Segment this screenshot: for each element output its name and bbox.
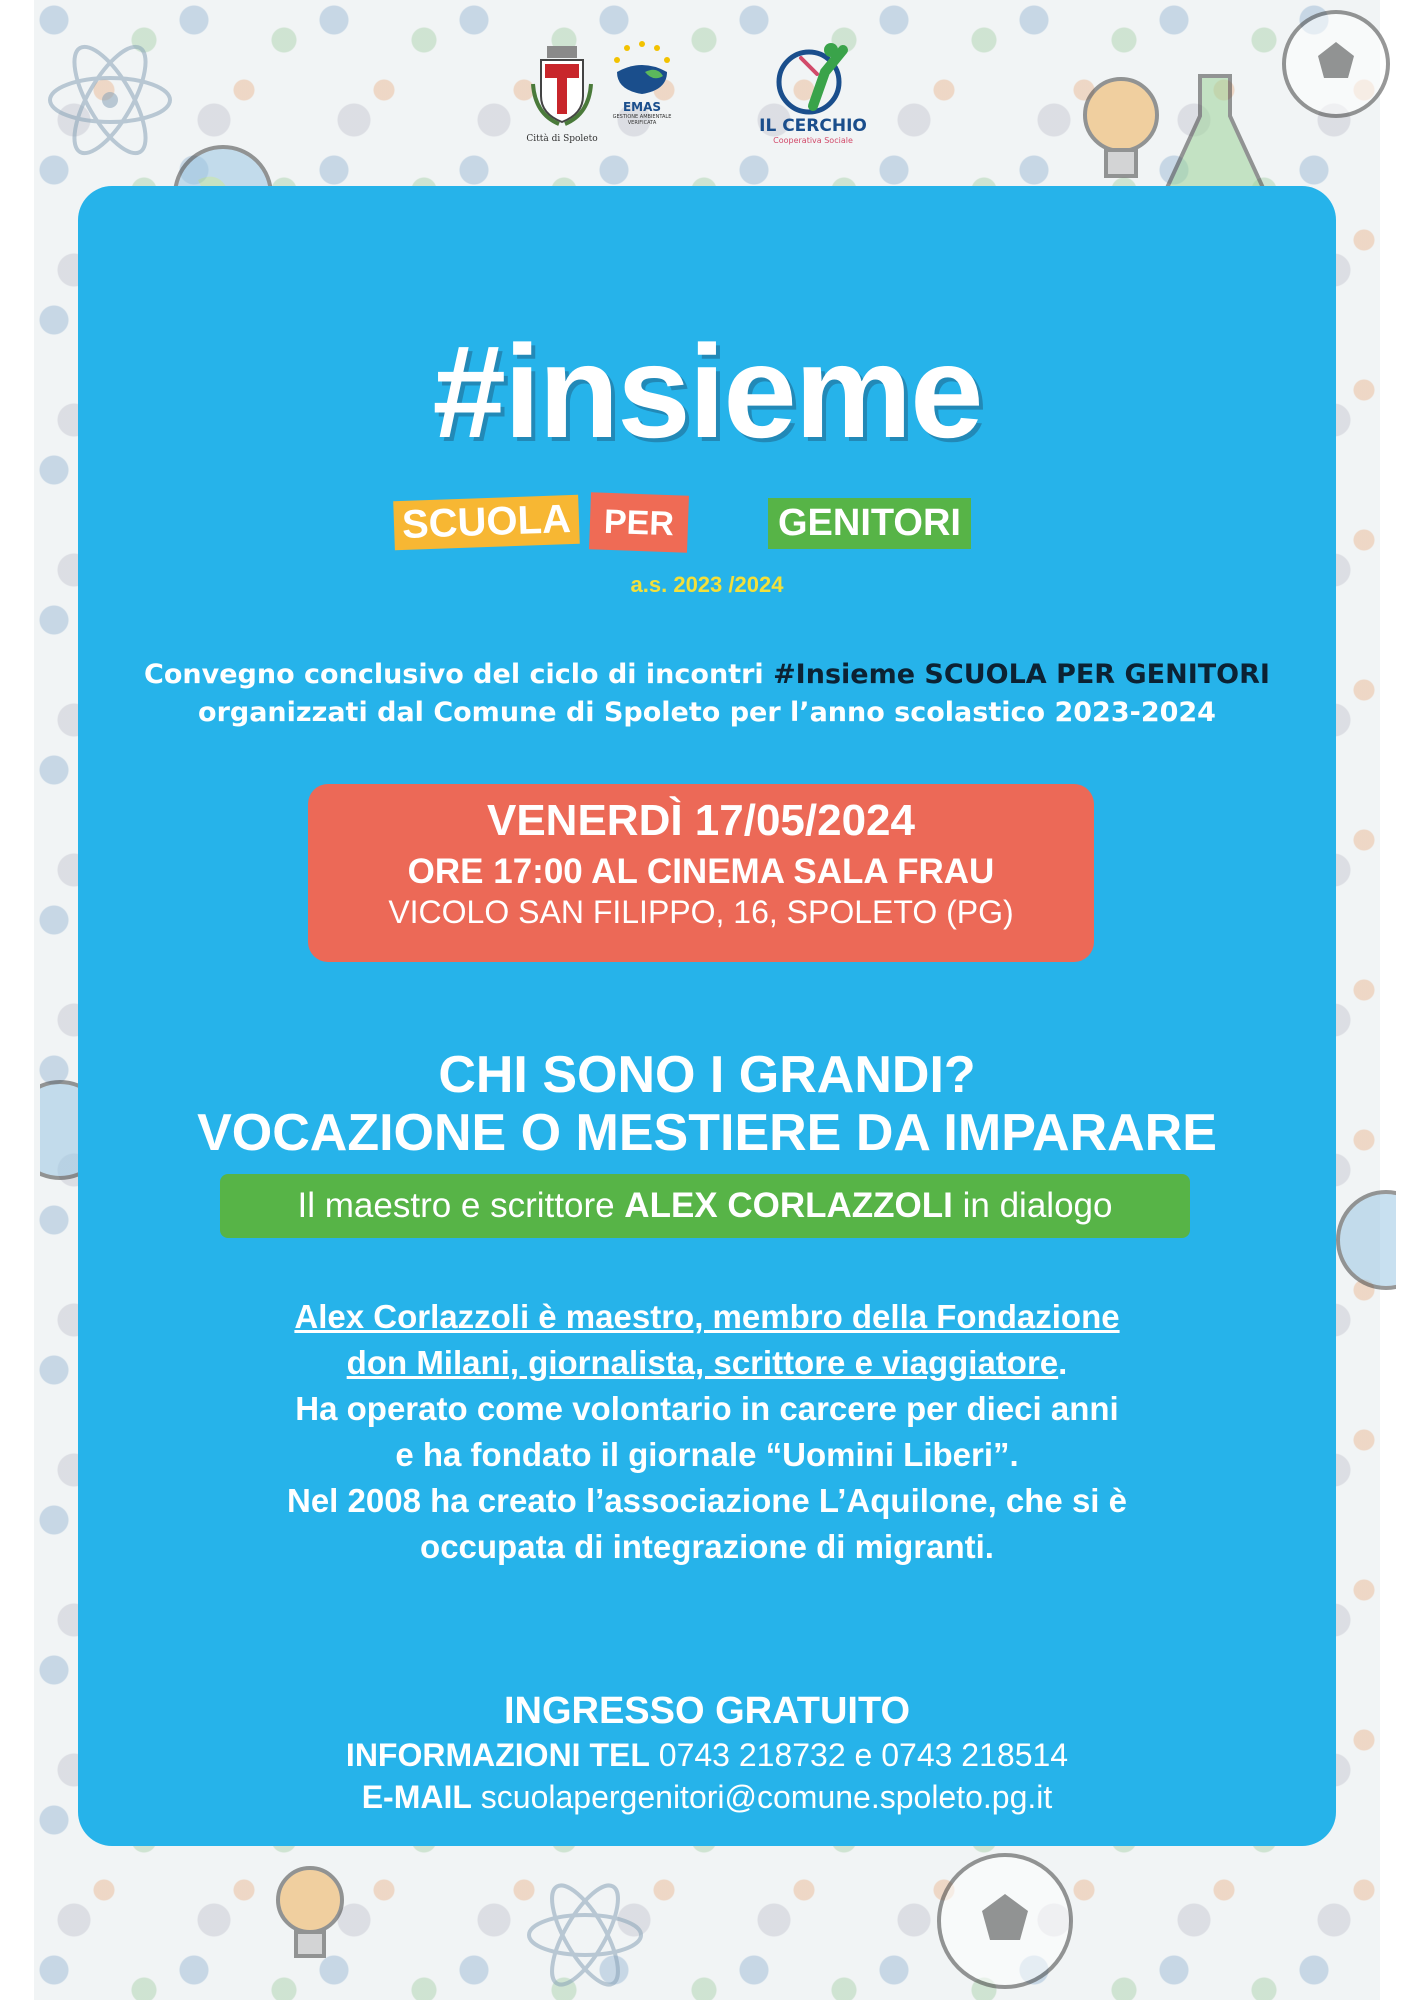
emas-label: EMAS [622,100,662,114]
cerchio-figure-icon [763,36,863,116]
speaker-name: ALEX CORLAZZOLI [624,1186,953,1225]
free-entry: INGRESSO GRATUITO [503,1690,911,1732]
talk-title-line-2: VOCAZIONE O MESTIERE DA IMPARARE [197,1104,1217,1162]
intro-line-1 [0,656,1414,694]
tag-scuola: SCUOLA [393,495,579,550]
bio-line-2-end: . [1058,1344,1068,1381]
coat-of-arms-icon [529,44,595,128]
phone-label: INFORMAZIONI TEL [345,1737,650,1773]
tag-genitori: GENITORI [768,498,971,549]
bio-line-6: occupata di integrazione di migranti. [420,1528,994,1565]
speaker-prefix: Il maestro e scrittore [297,1186,625,1225]
event-date: VENERDÌ 17/05/2024 [486,796,916,845]
intro-line-1-prefix: Convegno conclusivo del ciclo di incontri [144,659,774,690]
atom-icon [520,1870,650,2000]
bio-line-5: Nel 2008 ha creato l’associazione L’Aquilone, che si è [286,1482,1127,1519]
intro-highlight: #Insieme SCUOLA PER GENITORI [773,659,1270,690]
event-details-box [308,784,1094,962]
contact-footer [0,1688,1414,1818]
school-year: a.s. 2023 /2024 [630,572,784,597]
email-info [0,1776,1414,1818]
talk-title-line-1: CHI SONO I GRANDI? [438,1046,976,1104]
email-link[interactable]: scuolapergenitori@comune.spoleto.pg.it [471,1779,1053,1815]
phone-numbers: 0743 218732 e 0743 218514 [649,1737,1069,1773]
tag-per: PER [589,492,689,552]
event-address: VICOLO SAN FILIPPO, 16, SPOLETO (PG) [388,894,1014,930]
page-title: #insieme [432,318,982,465]
cerchio-label: IL CERCHIO [759,116,867,136]
cerchio-sub: Cooperativa Sociale [773,136,853,145]
speaker-banner [220,1174,1190,1238]
lightbulb-icon [270,1860,350,1980]
city-logo-label: Città di Spoleto [526,134,598,144]
emas-sub-1: GESTIONE AMBIENTALE [612,114,672,120]
bio-line-2-text: don Milani, giornalista, scrittore e viaggiatore [346,1344,1059,1381]
globe-icon [1336,1170,1396,1310]
intro-line-2: organizzati dal Comune di Spoleto per l’anno scolastico 2023-2024 [198,697,1216,728]
subtitle-tags [394,494,994,556]
talk-title [0,1046,1414,1162]
speaker-bio [0,1294,1414,1570]
soccer-ball-icon [930,1846,1080,1996]
eu-stars-icon [607,38,677,98]
event-time-place: ORE 17:00 AL CINEMA SALA FRAU [407,852,995,891]
intro-text [0,656,1414,732]
logo-bar [0,36,1414,166]
emas-logo [604,38,680,126]
phone-info [0,1734,1414,1776]
bio-line-4: e ha fondato il giornale “Uomini Liberi”. [395,1436,1019,1473]
city-of-spoleto-logo [524,44,600,144]
speaker-suffix: in dialogo [952,1186,1113,1225]
bio-line-2 [0,1340,1414,1386]
emas-sub-2: VERIFICATA [627,120,657,126]
il-cerchio-logo [748,36,878,145]
email-label: E-MAIL [361,1779,472,1815]
bio-line-3: Ha operato come volontario in carcere per dieci anni [295,1390,1119,1427]
bio-line-1: Alex Corlazzoli è maestro, membro della Fondazione [294,1298,1120,1335]
